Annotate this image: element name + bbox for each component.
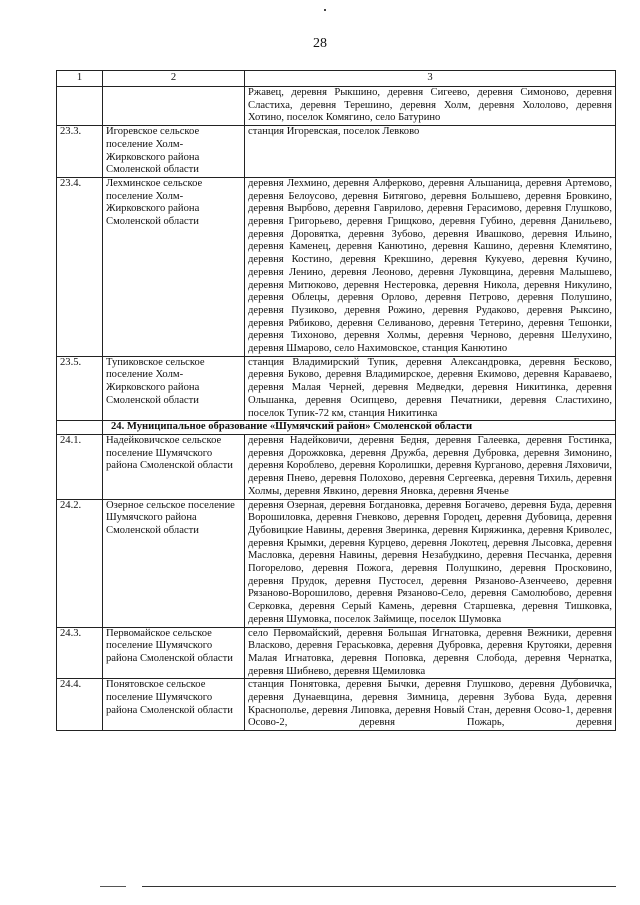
table-row	[57, 627, 616, 679]
table-row	[57, 356, 616, 421]
row-number: 24.4.	[57, 679, 103, 731]
settlements-table	[56, 70, 616, 731]
settlement-name: Лехминское сельское поселение Холм-Жирковского района Смоленской области	[103, 177, 245, 356]
table-row	[57, 87, 616, 126]
row-number	[57, 87, 103, 126]
settlement-localities: Ржавец, деревня Рыкшино, деревня Сигеево, деревня Симоново, деревня Сластиха, деревня Терешино, деревня Холм, деревня Хололово, деревня Хотино, поселок Комягино, село Батурино	[245, 87, 616, 126]
table-row	[57, 499, 616, 627]
table-row	[57, 177, 616, 356]
table-row	[57, 126, 616, 178]
row-number: 23.4.	[57, 177, 103, 356]
settlement-localities: деревня Надейковичи, деревня Бедня, деревня Галеевка, деревня Гостинка, деревня Дорожковка, деревня Дружба, деревня Дубровка, деревня Зимонино, деревня Короблево, деревня Королишки, деревня Курганово, деревня Ляховичи, деревня Пнево, деревня Полохово, деревня Сергеевка, деревня Тихиль, деревня Холмы, деревня Явкино, деревня Яновка, деревня Яченье	[245, 434, 616, 499]
header-col-1: 1	[57, 71, 103, 87]
settlement-localities: станция Владимирский Тупик, деревня Александровка, деревня Бесково, деревня Буково, деревня Владимирское, деревня Екимово, деревня Караваево, деревня Малая Черней, деревня Медведки, деревня Никитинка, деревня Ольшанка, деревня Осипцево, деревня Печатники, деревня Сластихино, поселок Тупик-72 км, станция Никитинка	[245, 356, 616, 421]
footer-rule	[142, 886, 616, 887]
settlement-name: Первомайское сельское поселение Шумячского района Смоленской области	[103, 627, 245, 679]
footer-rule-short	[100, 886, 126, 887]
page-number: 28	[313, 36, 327, 51]
settlement-localities: станция Игоревская, поселок Левково	[245, 126, 616, 178]
row-number: 24.2.	[57, 499, 103, 627]
table-row	[57, 434, 616, 499]
settlement-name: Понятовское сельское поселение Шумячского района Смоленской области	[103, 679, 245, 731]
settlement-name: Озерное сельское поселение Шумячского района Смоленской области	[103, 499, 245, 627]
row-number: 23.5.	[57, 356, 103, 421]
settlement-localities: деревня Озерная, деревня Богдановка, деревня Богачево, деревня Буда, деревня Ворошиловка, деревня Гневково, деревня Городец, деревня Дубовица, деревня Дубовицкие Навины, деревня Зверинка, деревня Киряжинка, деревня Криволес, деревня Крымки, деревня Курцево, деревня Локотец, деревня Лысовка, деревня Масловка, деревня Навины, деревня Незабудкино, деревня Песчанка, деревня Погорелово, деревня Пожога, деревня Полушкино, деревня Просковино, деревня Прудок, деревня Пустосел, деревня Рязаново-Азенчеево, деревня Рязаново-Ворошилово, деревня Рязаново-Село, деревня Самолюбово, деревня Серковка, деревня Серый Камень, деревня Старшевка, деревня Тишковка, деревня Шумовка, поселок Займище, поселок Шумовка	[245, 499, 616, 627]
settlement-name: Тупиковское сельское поселение Холм-Жирковского района Смоленской области	[103, 356, 245, 421]
settlement-name: Игоревское сельское поселение Холм-Жирковского района Смоленской области	[103, 126, 245, 178]
header-col-3: 3	[245, 71, 616, 87]
table-header-row	[57, 71, 616, 87]
section-title: 24. Муниципальное образование «Шумячский район» Смоленской области	[103, 421, 616, 435]
settlement-localities: станция Понятовка, деревня Бычки, деревня Глушково, деревня Дубовичка, деревня Дунаевщина, деревня Зимница, деревня Зубова Буда, деревня Краснополье, деревня Липовка, деревня Новый Стан, деревня Осово-1, деревня Осово-2, деревня Пожарь, деревня	[245, 679, 616, 731]
header-col-2: 2	[103, 71, 245, 87]
settlement-localities: село Первомайский, деревня Большая Игнатовка, деревня Вежники, деревня Власково, деревня Гераськовка, деревня Дубровка, деревня Крутояки, деревня Малая Игнатовка, деревня Поповка, деревня Слобода, деревня Чернатка, деревня Шибнево, деревня Щемиловка	[245, 627, 616, 679]
row-number: 24.1.	[57, 434, 103, 499]
settlement-localities: деревня Лехмино, деревня Алферково, деревня Альшаница, деревня Артемово, деревня Белоусово, деревня Битягово, деревня Болышево, деревня Бровкино, деревня Вырбово, деревня Гаврилово, деревня Герасимово, деревня Глушково, деревня Григорьево, деревня Грищково, деревня Губино, деревня Данильево, деревня Доровятка, деревня Зубово, деревня Ивашково, деревня Ильино, деревня Каменец, деревня Канютино, деревня Кашино, деревня Клемятино, деревня Костино, деревня Крекшино, деревня Кукуево, деревня Кучино, деревня Ленино, деревня Леоново, деревня Луковщина, деревня Малышево, деревня Митюково, деревня Нестеровка, деревня Никола, деревня Никулино, деревня Облецы, деревня Орлово, деревня Петрово, деревня Полушино, деревня Пузиково, деревня Рожино, деревня Рудаково, деревня Рыксино, деревня Рябиково, деревня Селиваново, деревня Тетерино, деревня Тешонки, деревня Тихоново, деревня Холмы, деревня Черново, деревня Шелухино, деревня Шмарово, село Нахимовское, станция Канютино	[245, 177, 616, 356]
scan-dot	[324, 9, 326, 11]
section-row	[57, 421, 616, 435]
row-number: 23.3.	[57, 126, 103, 178]
settlement-name: Надейковичское сельское поселение Шумячского района Смоленской области	[103, 434, 245, 499]
section-empty-cell	[57, 421, 103, 435]
settlement-name	[103, 87, 245, 126]
row-number: 24.3.	[57, 627, 103, 679]
table-row	[57, 679, 616, 731]
